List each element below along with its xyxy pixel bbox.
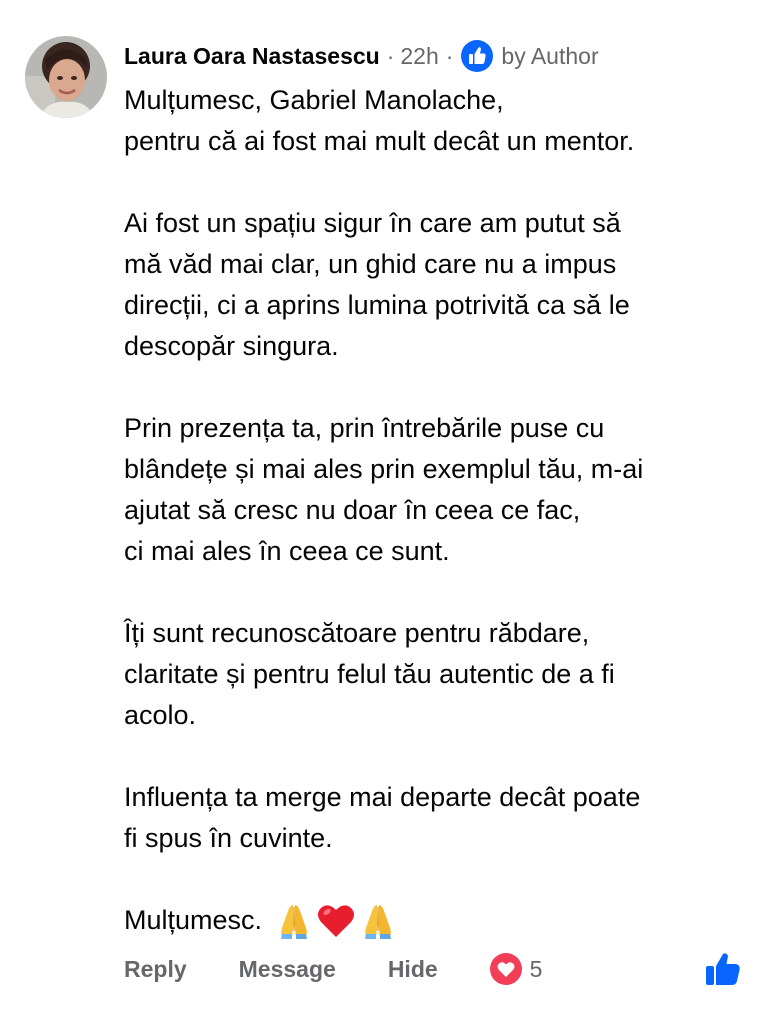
red-heart-emoji xyxy=(316,901,356,941)
paragraph-gap xyxy=(124,736,754,777)
paragraph-gap xyxy=(124,367,754,408)
hide-button[interactable]: Hide xyxy=(387,955,438,982)
paragraph-gap xyxy=(124,859,754,900)
heart-reaction-icon xyxy=(490,953,522,985)
liked-by-author-label: by Author xyxy=(501,42,599,69)
closing-line xyxy=(124,900,754,941)
comment-line: fi spus în cuvinte. xyxy=(124,823,333,853)
reply-button[interactable]: Reply xyxy=(124,955,187,982)
comment-line: Îți sunt recunoscătoare pentru răbdare, xyxy=(124,618,590,648)
comment-line: claritate și pentru felul tău autentic de a fi xyxy=(124,659,615,689)
comment-line: pentru că ai fost mai mult decât un mentor. xyxy=(124,126,635,156)
reaction-summary[interactable] xyxy=(490,953,543,985)
author-name[interactable]: Laura Oara Nastasescu xyxy=(124,42,380,69)
like-button[interactable] xyxy=(704,950,742,988)
comment-line: descopăr singura. xyxy=(124,331,339,361)
comment-time[interactable]: 22h xyxy=(400,42,439,69)
comment-actions xyxy=(124,952,542,986)
comment-line: ci mai ales în ceea ce sunt. xyxy=(124,536,450,566)
thumbs-up-icon xyxy=(704,950,742,988)
comment-line: mă văd mai clar, un ghid care nu a impus xyxy=(124,249,617,279)
folded-hands-emoji xyxy=(358,901,398,941)
comment-line: Mulțumesc, Gabriel Manolache, xyxy=(124,85,504,115)
comment-line: Ai fost un spațiu sigur în care am putut să xyxy=(124,208,621,238)
avatar[interactable] xyxy=(25,36,107,118)
thumbs-up-icon xyxy=(461,40,493,72)
reaction-count: 5 xyxy=(529,955,543,982)
comment-body xyxy=(124,80,754,941)
comment-line: Influența ta merge mai departe decât poate xyxy=(124,782,641,812)
message-button[interactable]: Message xyxy=(238,955,336,982)
paragraph-gap xyxy=(124,572,754,613)
paragraph-gap xyxy=(124,162,754,203)
meta-separator: · xyxy=(445,42,454,69)
folded-hands-emoji xyxy=(274,901,314,941)
comment-line: direcții, ci a aprins lumina potrivită ca să le xyxy=(124,290,630,320)
profile-photo xyxy=(25,36,107,118)
meta-separator: · xyxy=(386,42,395,69)
comment-line: Prin prezența ta, prin întrebările puse cu xyxy=(124,413,605,443)
closing-text: Mulțumesc. xyxy=(124,905,263,935)
comment-header xyxy=(124,38,599,74)
comment-line: acolo. xyxy=(124,700,197,730)
comment-line: blândețe și mai ales prin exemplul tău, m-ai xyxy=(124,454,644,484)
comment-line: ajutat să cresc nu doar în ceea ce fac, xyxy=(124,495,581,525)
